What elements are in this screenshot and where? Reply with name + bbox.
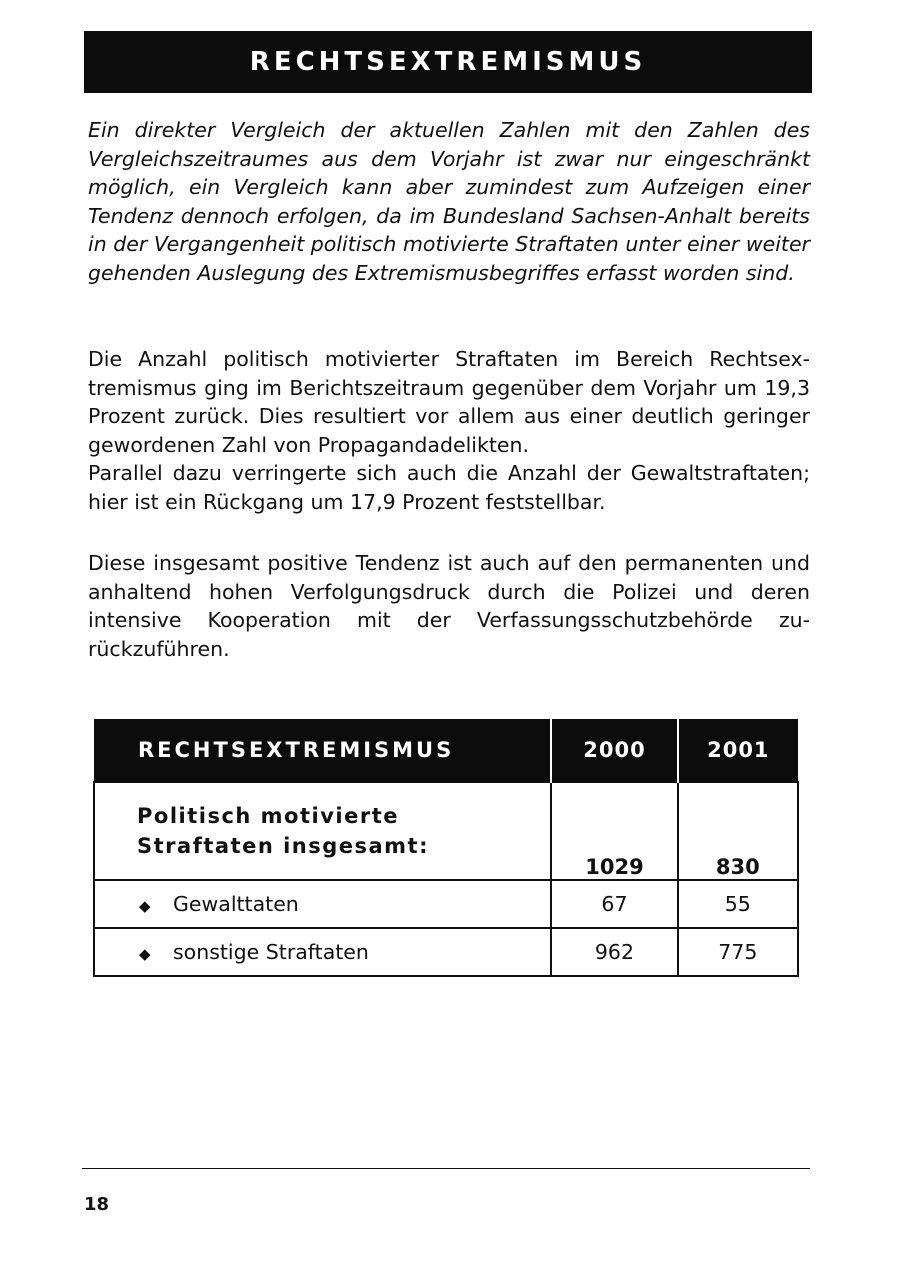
body-paragraph-1: Die Anzahl politisch motivierter Straftaten im Bereich Rechtsextremismus ging im Berichtszeitraum gegenüber dem Vorjahr um 19,3 Prozent zurück. Dies resultiert vor allem aus einer deutlich geringer gewordenen Zahl von Propagandadelikten.	[88, 347, 810, 457]
row-value-2001: 775	[678, 928, 798, 976]
intro-paragraph: Ein direkter Vergleich der aktuellen Zahlen mit den Zahlen des Vergleichszeitraumes aus dem Vorjahr ist zwar nur eingeschränkt möglich, ein Vergleich kann aber zumindest zum Aufzeigen einer Tendenz dennoch erfolgen, da im Bundesland Sachsen-Anhalt bereits in der Vergangenheit politisch motivierte Straftaten unter einer weiter gehenden Auslegung des Extremismusbegriffes erfasst worden sind.	[88, 118, 810, 285]
diamond-bullet-icon: ◆	[139, 945, 151, 963]
page-number: 18	[84, 1194, 110, 1215]
total-label-cell	[94, 782, 551, 880]
total-value-2001-cell	[678, 782, 798, 880]
page-title: RECHTSEXTREMISMUS	[249, 47, 647, 77]
row-value-2001: 55	[678, 880, 798, 928]
footer-divider	[82, 1168, 810, 1169]
row-label-cell	[94, 928, 551, 976]
table-row	[94, 880, 798, 928]
body-section-1	[88, 345, 810, 517]
row-label-cell	[94, 880, 551, 928]
total-label-line-2: Straftaten insgesamt:	[137, 834, 429, 858]
page-title-bar	[84, 31, 812, 93]
total-value-2000-cell	[551, 782, 677, 880]
table-header-row	[94, 719, 798, 782]
row-value-2000: 962	[551, 928, 677, 976]
statistics-table	[93, 719, 799, 977]
table-header-year-2000: 2000	[551, 719, 677, 782]
row-label: Gewalttaten	[173, 892, 299, 916]
total-value-2000: 1029	[585, 855, 644, 879]
row-value-2000: 67	[551, 880, 677, 928]
total-value-2001: 830	[715, 855, 760, 879]
table-header-year-2001: 2001	[678, 719, 798, 782]
table-row	[94, 928, 798, 976]
table-header-label: RECHTSEXTREMISMUS	[94, 719, 551, 782]
row-label: sonstige Straftaten	[173, 940, 369, 964]
body-paragraph-2: Diese insgesamt positive Tendenz ist auch auf den permanenten und anhaltend hohen Verfolgungsdruck durch die Polizei und deren intensive Kooperation mit der Verfassungsschutzbehörde zurückzuführen.	[88, 551, 810, 661]
diamond-bullet-icon: ◆	[139, 897, 151, 915]
body-paragraph-1b: Parallel dazu verringerte sich auch die Anzahl der Gewaltstraftaten; hier ist ein Rückgang um 17,9 Prozent feststellbar.	[88, 461, 810, 514]
total-label-line-1: Politisch motivierte	[137, 804, 399, 828]
table-row-total	[94, 782, 798, 880]
